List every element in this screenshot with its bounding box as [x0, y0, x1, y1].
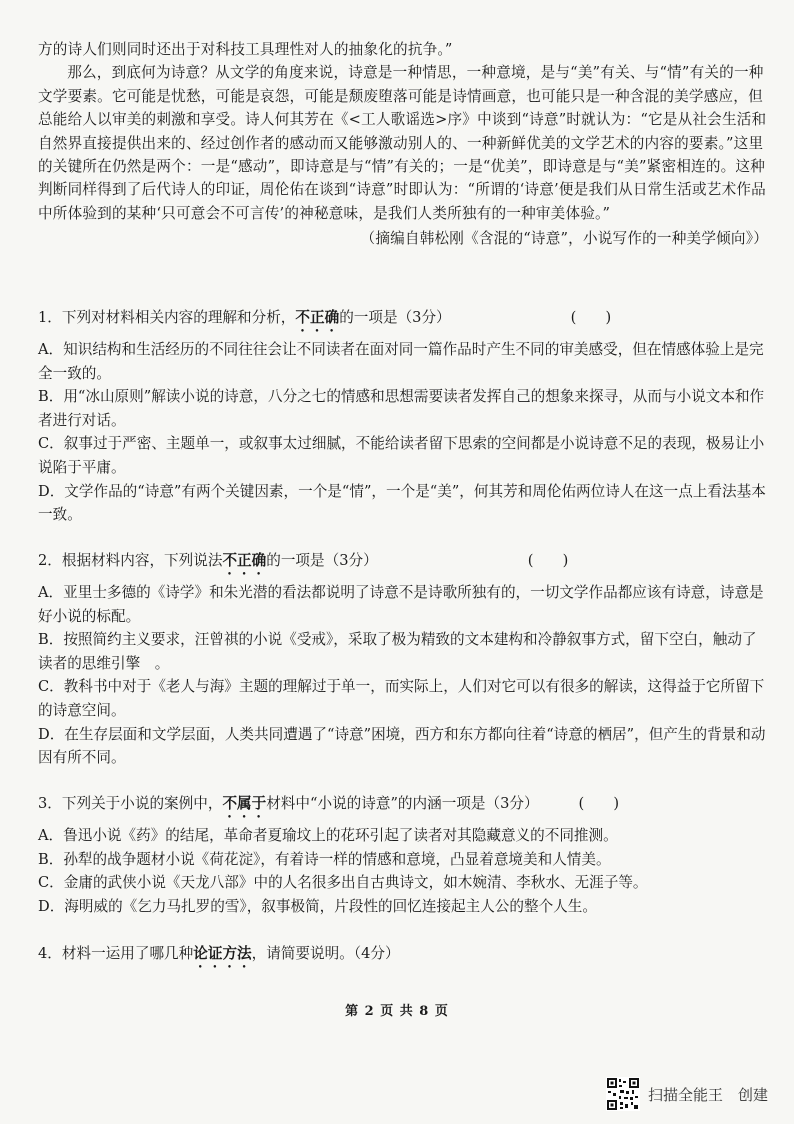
qr-code-icon: [606, 1077, 640, 1111]
question-emphasis: 不正确: [295, 309, 340, 326]
answer-blank: ( ): [527, 552, 569, 569]
question-text-tail: 材料中“小说的诗意”的内涵一项是（3分）: [266, 795, 539, 812]
option-c: C．教科书中对于《老人与海》主题的理解过于单一，而实际上，人们对它可以有很多的解读，这得益于它所留下的诗意空间。: [38, 678, 765, 719]
question-1: [38, 306, 768, 527]
question-stem: [38, 549, 768, 578]
option-b: B．用“冰山原则”解读小说的诗意，八分之七的情感和思想需要读者发挥自己的想象来探寻，从而与小说文本和作者进行对话。: [38, 388, 765, 429]
question-text-tail: ，请简要说明。（4分）: [251, 945, 400, 962]
question-emphasis: 论证方法: [193, 945, 252, 962]
passage-paragraph: 那么，到底何为诗意？从文学的角度来说，诗意是一种情思，一种意境，是与“美”有关、与“情”有关的一种文学要素。它可能是忧愁，可能是哀怨，可能是颓废堕落可能是诗情画意，也可能只是一种含混的美学感应，但总能给人以审美的刺激和享受。诗人何其芳在《<工人歌谣选>序》中谈到“诗意”时就认为：“它是从社会生活和自然界直接提供出来的、经过创作者的感动而又能够激动别人的、一种新鲜优美的文学艺术的内容的要素。”这里的关键所在仍然是两个：一是“感动”，即诗意是与“情”有关的；一是“优美”，即诗意是与“美”紧密相连的。这种判断同样得到了后代诗人的印证，周伦佑在谈到“诗意”时即认为：“所谓的‘诗意’便是我们从日常生活或艺术作品中所体验到的某种‘只可意会不可言传’的神秘意味，是我们人类所独有的一种审美体验。”: [38, 64, 767, 222]
question-text: 下列对材料相关内容的理解和分析，: [61, 309, 296, 326]
option-c: C．叙事过于严密、主题单一，或叙事太过细腻，不能给读者留下思索的空间都是小说诗意不足的表现，极易让小说陷于平庸。: [38, 435, 765, 476]
question-4: [38, 942, 768, 974]
option-d: D．在生存层面和文学层面，人类共同遭遇了“诗意”困境，西方和东方都向往着“诗意的栖居”，但产生的背景和动因有所不同。: [38, 725, 766, 767]
question-text: 材料一运用了哪几种: [61, 945, 194, 962]
answer-blank: ( ): [570, 309, 612, 326]
passage-source: （摘编自韩松刚《含混的“诗意”，小说写作的一种美学倾向》）: [360, 230, 768, 248]
option-b: B．孙犁的战争题材小说《荷花淀》，有着诗一样的情感和意境，凸显着意境美和人情美。: [38, 850, 611, 868]
option-c: C．金庸的武侠小说《天龙八部》中的人名很多出自古典诗文，如木婉清、李秋水、无涯子等。: [38, 874, 648, 892]
scanner-watermark: [606, 1077, 768, 1111]
question-number: 1．: [38, 309, 62, 326]
question-text-tail: 的一项是（3分）: [266, 552, 378, 569]
passage-line-top: 方的诗人们则同时还出于对科技工具理性对人的抽象化的抗争。”: [38, 41, 453, 58]
question-text: 根据材料内容，下列说法: [61, 552, 223, 569]
question-3: [38, 792, 768, 918]
reading-passage: [38, 38, 768, 251]
question-emphasis: 不属于: [222, 795, 267, 812]
option-d: D．海明威的《乞力马扎罗的雪》，叙事极简，片段性的回忆连接起主人公的整个人生。: [38, 897, 597, 915]
question-number: 4．: [38, 945, 62, 962]
answer-blank: ( ): [578, 795, 620, 812]
option-a: A．鲁迅小说《药》的结尾，革命者夏瑜坟上的花环引起了读者对其隐藏意义的不同推测。: [38, 827, 618, 844]
scanner-label: 扫描全能王 创建: [647, 1085, 768, 1104]
question-text: 下列关于小说的案例中，: [61, 795, 223, 812]
question-stem: [38, 792, 768, 821]
question-stem: [38, 306, 768, 335]
option-b: B．按照简约主义要求，汪曾祺的小说《受戒》，采取了极为精致的文本建构和冷静叙事方式，留下空白，触动了读者的思维引擎 。: [38, 631, 757, 672]
option-a: A．亚里士多德的《诗学》和朱光潜的看法都说明了诗意不是诗歌所独有的，一切文学作品都应该有诗意，诗意是好小说的标配。: [38, 584, 764, 625]
question-2: [38, 549, 768, 770]
option-d: D．文学作品的“诗意”有两个关键因素，一个是“情”，一个是“美”，何其芳和周伦佑两位诗人在这一点上看法基本一致。: [38, 482, 766, 524]
question-text-tail: 的一项是（3分）: [339, 309, 451, 326]
question-emphasis: 不正确: [222, 552, 267, 569]
question-number: 3．: [38, 795, 62, 812]
page-number: 第 2 页 共 8 页: [345, 1004, 449, 1019]
question-stem: [38, 942, 768, 971]
question-number: 2．: [38, 552, 62, 569]
option-a: A．知识结构和生活经历的不同往往会让不同读者在面对同一篇作品时产生不同的审美感受，但在情感体验上是完全一致的。: [38, 341, 764, 382]
